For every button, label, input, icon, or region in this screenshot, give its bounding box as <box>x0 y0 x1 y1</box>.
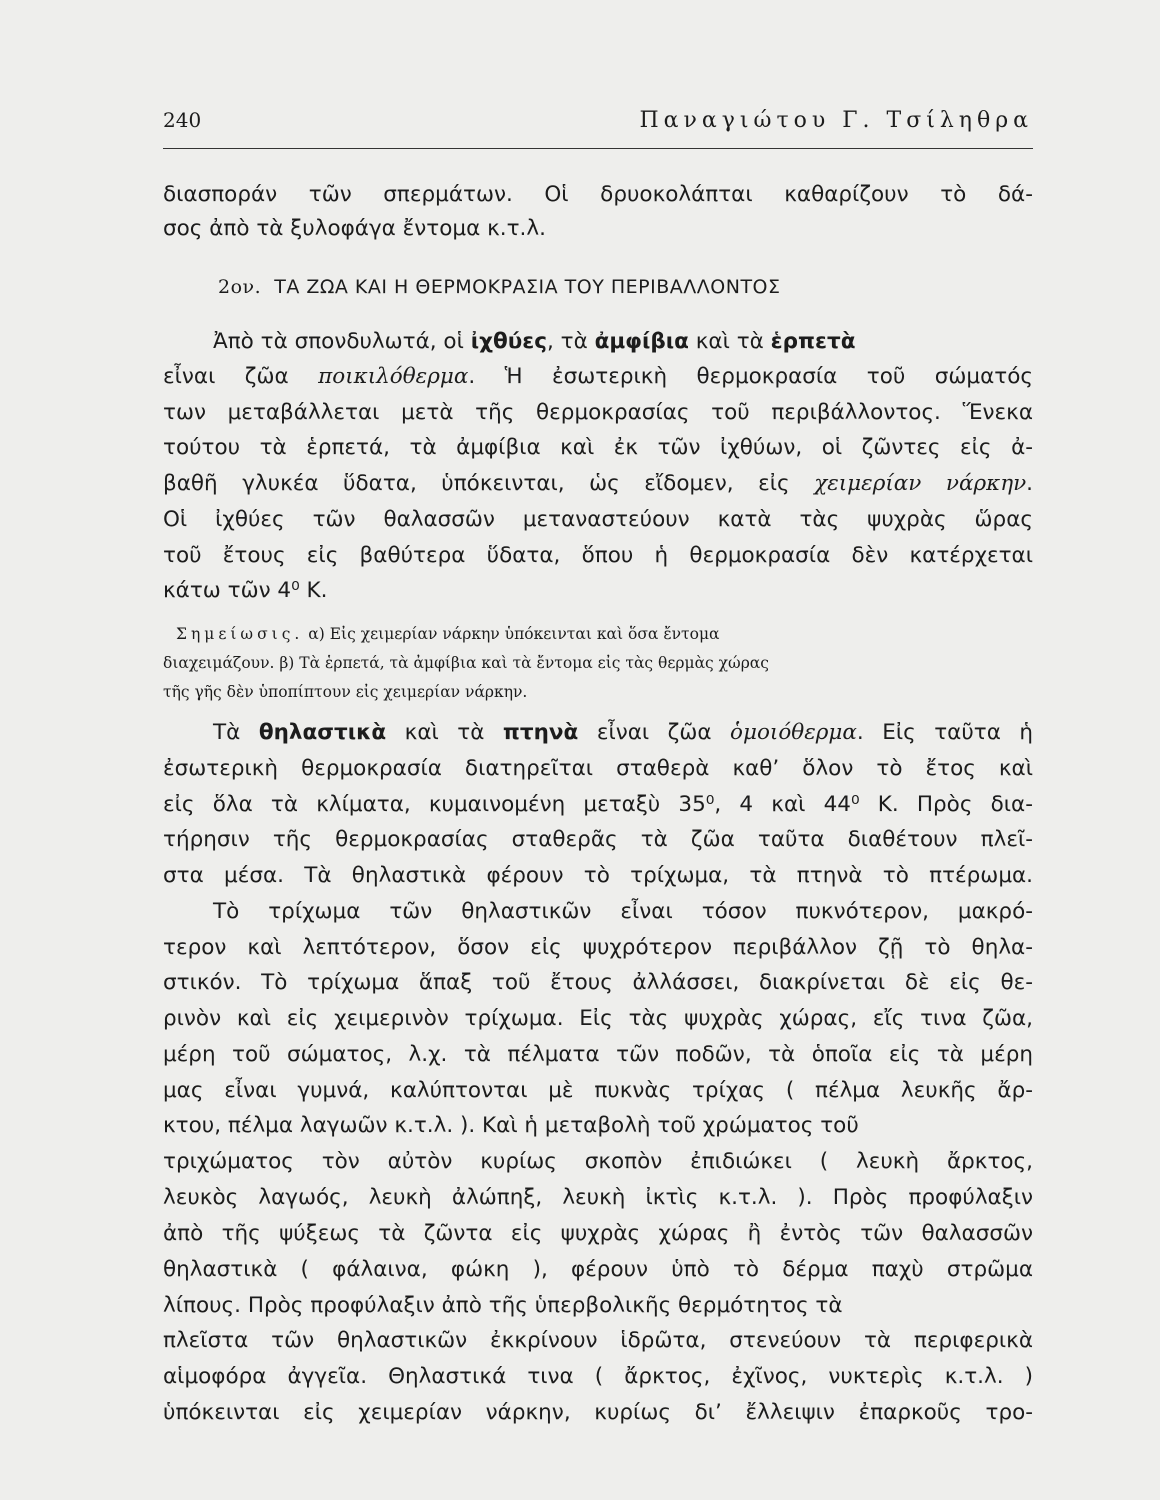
text-line: λευκὸς λαγωός, λευκὴ ἀλώπηξ, λευκὴ ἰκτὶς κ.τ.λ. ). Πρὸς προφύλαξιν <box>163 1185 1033 1210</box>
text-line: πλεῖστα τῶν θηλαστικῶν ἐκκρίνουν ἱδρῶτα, στενεύουν τὰ περιφερικὰ <box>163 1328 1033 1353</box>
term-amphibians: ἀμφίβια <box>594 329 689 354</box>
text-line: τούτου τὰ ἑρπετά, τὰ ἀμφίβια καὶ ἐκ τῶν ἰχθύων, οἱ ζῶντες εἰς ἀ- <box>163 435 1033 460</box>
term-mammals: θηλαστικὰ <box>258 720 387 745</box>
header-rule <box>163 148 1033 149</box>
note-line: Σημείωσις. α) Εἰς χειμερίαν νάρκην ὑπόκεινται καὶ ὅσα ἔντομα <box>176 625 720 643</box>
term-reptiles: ἑρπετὰ <box>770 329 856 354</box>
term-hibernation: χειμερίαν νάρκην <box>814 471 1027 496</box>
term-fish: ἰχθύες <box>470 329 547 354</box>
running-head: Παναγιώτου Γ. Τσίληθρα <box>639 108 1033 133</box>
text-line: εἶναι ζῶα ποικιλόθερμα. Ἡ ἐσωτερικὴ θερμοκρασία τοῦ σώματός <box>163 364 1033 389</box>
text-line: εἰς ὅλα τὰ κλίματα, κυμαινομένη μεταξὺ 35⁰, 4 καὶ 44⁰ Κ. Πρὸς δια- <box>163 792 1033 817</box>
text-line: μας εἶναι γυμνά, καλύπτονται μὲ πυκνὰς τρίχας ( πέλμα λευκῆς ἄρ- <box>163 1078 1033 1103</box>
text-line: Τὸ τρίχωμα τῶν θηλαστικῶν εἶναι τόσον πυκνότερον, μακρό- <box>213 899 1033 924</box>
page-header <box>163 108 1033 138</box>
note-label: Σημείωσις. <box>176 625 304 643</box>
term-birds: πτηνὰ <box>502 720 579 745</box>
text-line: τοῦ ἔτους εἰς βαθύτερα ὕδατα, ὅπου ἡ θερμοκρασία δὲν κατέρχεται <box>163 543 1033 568</box>
text-line: τριχώματος τὸν αὐτὸν κυρίως σκοπὸν ἐπιδιώκει ( λευκὴ ἄρκτος, <box>163 1149 1033 1174</box>
text-line: αἱμοφόρα ἀγγεῖα. Θηλαστικά τινα ( ἄρκτος, ἐχῖνος, νυκτερὶς κ.τ.λ. ) <box>163 1364 1033 1389</box>
text-line: τερον καὶ λεπτότερον, ὅσον εἰς ψυχρότερον περιβάλλον ζῇ τὸ θηλα- <box>163 935 1033 960</box>
text-line: ἐσωτερικὴ θερμοκρασία διατηρεῖται σταθερὰ καθ’ ὅλον τὸ ἔτος καὶ <box>163 756 1033 781</box>
text-line: ἀπὸ τῆς ψύξεως τὰ ζῶντα εἰς ψυχρὰς χώρας ἢ ἐντὸς τῶν θαλασσῶν <box>163 1221 1033 1246</box>
text-line: τήρησιν τῆς θερμοκρασίας σταθερᾶς τὰ ζῶα ταῦτα διαθέτουν πλεῖ- <box>163 827 1033 852</box>
note-line: τῆς γῆς δὲν ὑποπίπτουν εἰς χειμερίαν νάρκην. <box>163 683 528 701</box>
text-line: ρινὸν καὶ εἰς χειμερινὸν τρίχωμα. Εἰς τὰς ψυχρὰς χώρας, εἴς τινα ζῶα, <box>163 1006 1033 1031</box>
text-line: στα μέσα. Τὰ θηλαστικὰ φέρουν τὸ τρίχωμα, τὰ πτηνὰ τὸ πτέρωμα. <box>163 863 1033 888</box>
text-line: λίπους. Πρὸς προφύλαξιν ἀπὸ τῆς ὑπερβολικῆς θερμότητος τὰ <box>163 1293 843 1318</box>
text-line: σος ἀπὸ τὰ ξυλοφάγα ἔντομα κ.τ.λ. <box>163 216 546 241</box>
section-title: ΤΑ ΖΩΑ ΚΑΙ Η ΘΕΡΜΟΚΡΑΣΙΑ ΤΟΥ ΠΕΡΙΒΑΛΛΟΝΤΟΣ <box>274 276 781 298</box>
text-line: διασποράν τῶν σπερμάτων. Οἱ δρυοκολάπται καθαρίζουν τὸ δά- <box>163 182 1033 207</box>
text-line: κτου, πέλμα λαγωῶν κ.τ.λ. ). Καὶ ἡ μεταβολὴ τοῦ χρώματος τοῦ <box>163 1113 859 1138</box>
text-line: ὑπόκεινται εἰς χειμερίαν νάρκην, κυρίως δι’ ἔλλειψιν ἐπαρκοῦς τρο- <box>163 1400 1033 1425</box>
text-line: βαθῆ γλυκέα ὕδατα, ὑπόκεινται, ὡς εἴδομεν, εἰς χειμερίαν νάρκην. <box>163 471 1033 496</box>
text-line: Τὰ θηλαστικὰ καὶ τὰ πτηνὰ εἶναι ζῶα ὁμοιόθερμα. Εἰς ταῦτα ἡ <box>213 720 1033 745</box>
text-line: κάτω τῶν 4⁰ Κ. <box>163 578 328 603</box>
text-line: μέρη τοῦ σώματος, λ.χ. τὰ πέλματα τῶν ποδῶν, τὰ ὁποῖα εἰς τὰ μέρη <box>163 1042 1033 1067</box>
text-line: Οἱ ἰχθύες τῶν θαλασσῶν μεταναστεύουν κατὰ τὰς ψυχρὰς ὥρας <box>163 507 1033 532</box>
text-line: στικόν. Τὸ τρίχωμα ἅπαξ τοῦ ἔτους ἀλλάσσει, διακρίνεται δὲ εἰς θε- <box>163 970 1033 995</box>
note-line: διαχειμάζουν. β) Τὰ ἑρπετά, τὰ ἀμφίβια καὶ τὰ ἔντομα εἰς τὰς θερμὰς χώρας <box>163 654 769 672</box>
section-number: 2ον. <box>218 276 262 298</box>
page-number: 240 <box>163 108 202 132</box>
text-line: Ἀπὸ τὰ σπονδυλωτά, οἱ ἰχθύες, τὰ ἀμφίβια καὶ τὰ ἑρπετὰ <box>213 329 856 354</box>
term-poikilothermic: ποικιλόθερμα <box>318 364 469 389</box>
text-line: θηλαστικὰ ( φάλαινα, φώκη ), φέρουν ὑπὸ τὸ δέρμα παχὺ στρῶμα <box>163 1257 1033 1282</box>
section-heading <box>218 278 781 297</box>
text-line: των μεταβάλλεται μετὰ τῆς θερμοκρασίας τοῦ περιβάλλοντος. Ἕνεκα <box>163 400 1033 425</box>
term-homeothermic: ὁμοιόθερμα <box>730 720 857 745</box>
